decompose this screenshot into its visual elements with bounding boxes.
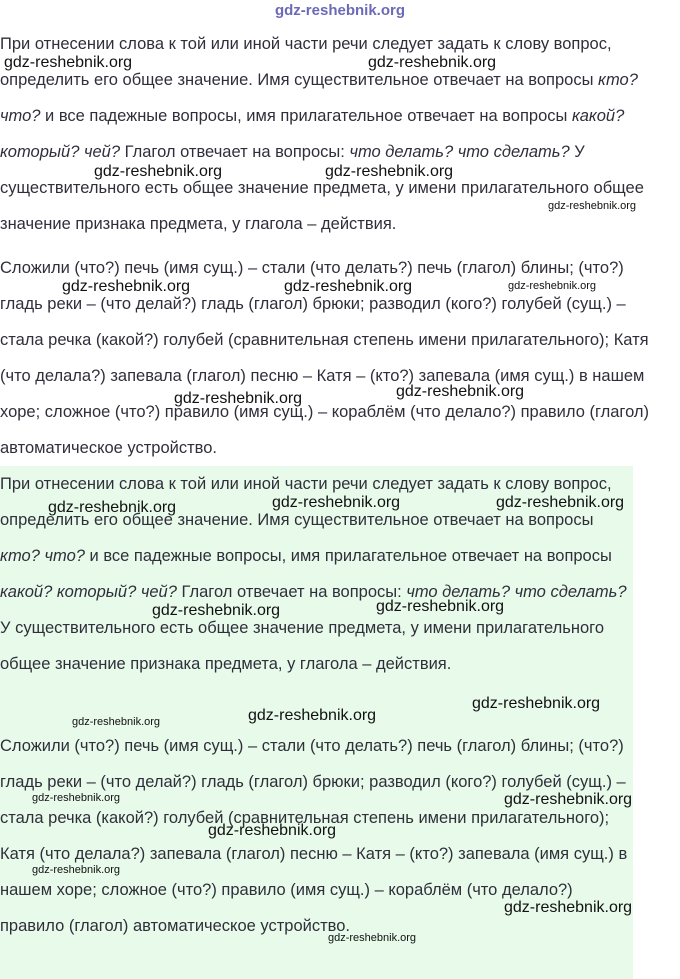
watermark: gdz-reshebnik.org [504, 899, 633, 916]
watermark: gdz-reshebnik.org [174, 390, 303, 407]
watermark: gdz-reshebnik.org [48, 499, 177, 516]
explanation-paragraph: При отнесении слова к той или иной части речи следует задать к слову вопрос, определить его общее значение. Имя существительное отвечает на вопросы кто? что? и все падежные вопросы, имя прилагательное отвечает на вопросы какой? который? чей? Глагол отвечает на вопросы: что делать? что сделать? У существительного есть общее значение предмета, у имени прилагательного общее значение признака предмета, у глагола – действия. [0, 35, 644, 233]
watermark: gdz-reshebnik.org [368, 54, 497, 71]
site-header-link[interactable]: gdz-reshebnik.org [274, 2, 405, 19]
watermark: gdz-reshebnik.org [396, 383, 525, 400]
watermark: gdz-reshebnik.org [496, 494, 625, 511]
watermark: gdz-reshebnik.org [325, 163, 454, 180]
watermark: gdz-reshebnik.org [32, 792, 121, 804]
watermark: gdz-reshebnik.org [152, 602, 281, 619]
watermark: gdz-reshebnik.org [94, 163, 223, 180]
answer-explanation-paragraph: При отнесении слова к той или иной части речи следует задать к слову вопрос, определить его общее значение. Имя существительное отвечает на вопросы кто? что? и все падежные вопросы, имя прилагательное отвечает на вопросы какой? который? чей? Глагол отвечает на вопросы: что делать? что сделать? У существительного есть общее значение предмета, у имени прилагательного общее значение признака предмета, у глагола – действия. [0, 475, 627, 673]
watermark: gdz-reshebnik.org [328, 932, 417, 944]
examples-paragraph: Сложили (что?) печь (имя сущ.) – стали (что делать?) печь (глагол) блины; (что?) гладь реки – (что делай?) гладь (глагол) брюки; разводил (кого?) голубей (сущ.) – стала речка (какой?) голубей (сравнительная степень имени прилагательного); Катя (что делала?) запевала (глагол) песню – Катя – (кто?) запевала (имя сущ.) в нашем хоре; сложное (что?) правило (имя сущ.) – кораблём (что делало?) правило (глагол) автоматическое устройство. [0, 259, 650, 457]
watermark: gdz-reshebnik.org [472, 695, 601, 712]
watermark: gdz-reshebnik.org [4, 54, 133, 71]
watermark: gdz-reshebnik.org [376, 598, 505, 615]
watermark: gdz-reshebnik.org [208, 822, 337, 839]
watermark: gdz-reshebnik.org [272, 494, 401, 511]
watermark: gdz-reshebnik.org [504, 791, 633, 808]
watermark: gdz-reshebnik.org [248, 707, 377, 724]
watermark: gdz-reshebnik.org [508, 280, 597, 292]
watermark: gdz-reshebnik.org [284, 278, 413, 295]
watermark: gdz-reshebnik.org [548, 200, 637, 212]
answer-examples-paragraph: Сложили (что?) печь (имя сущ.) – стали (что делать?) печь (глагол) блины; (что?) гладь реки – (что делай?) гладь (глагол) брюки; разводил (кого?) голубей (сущ.) – стала речка (какой?) голубей (сравнительная степень имени прилагательного); Катя (что делала?) запевала (глагол) песню – Катя – (кто?) запевала (имя сущ.) в нашем хоре; сложное (что?) правило (имя сущ.) – кораблём (что делало?) правило (глагол) автоматическое устройство. [0, 737, 628, 935]
watermark: gdz-reshebnik.org [62, 278, 191, 295]
watermark: gdz-reshebnik.org [32, 864, 121, 876]
watermark: gdz-reshebnik.org [72, 716, 161, 728]
